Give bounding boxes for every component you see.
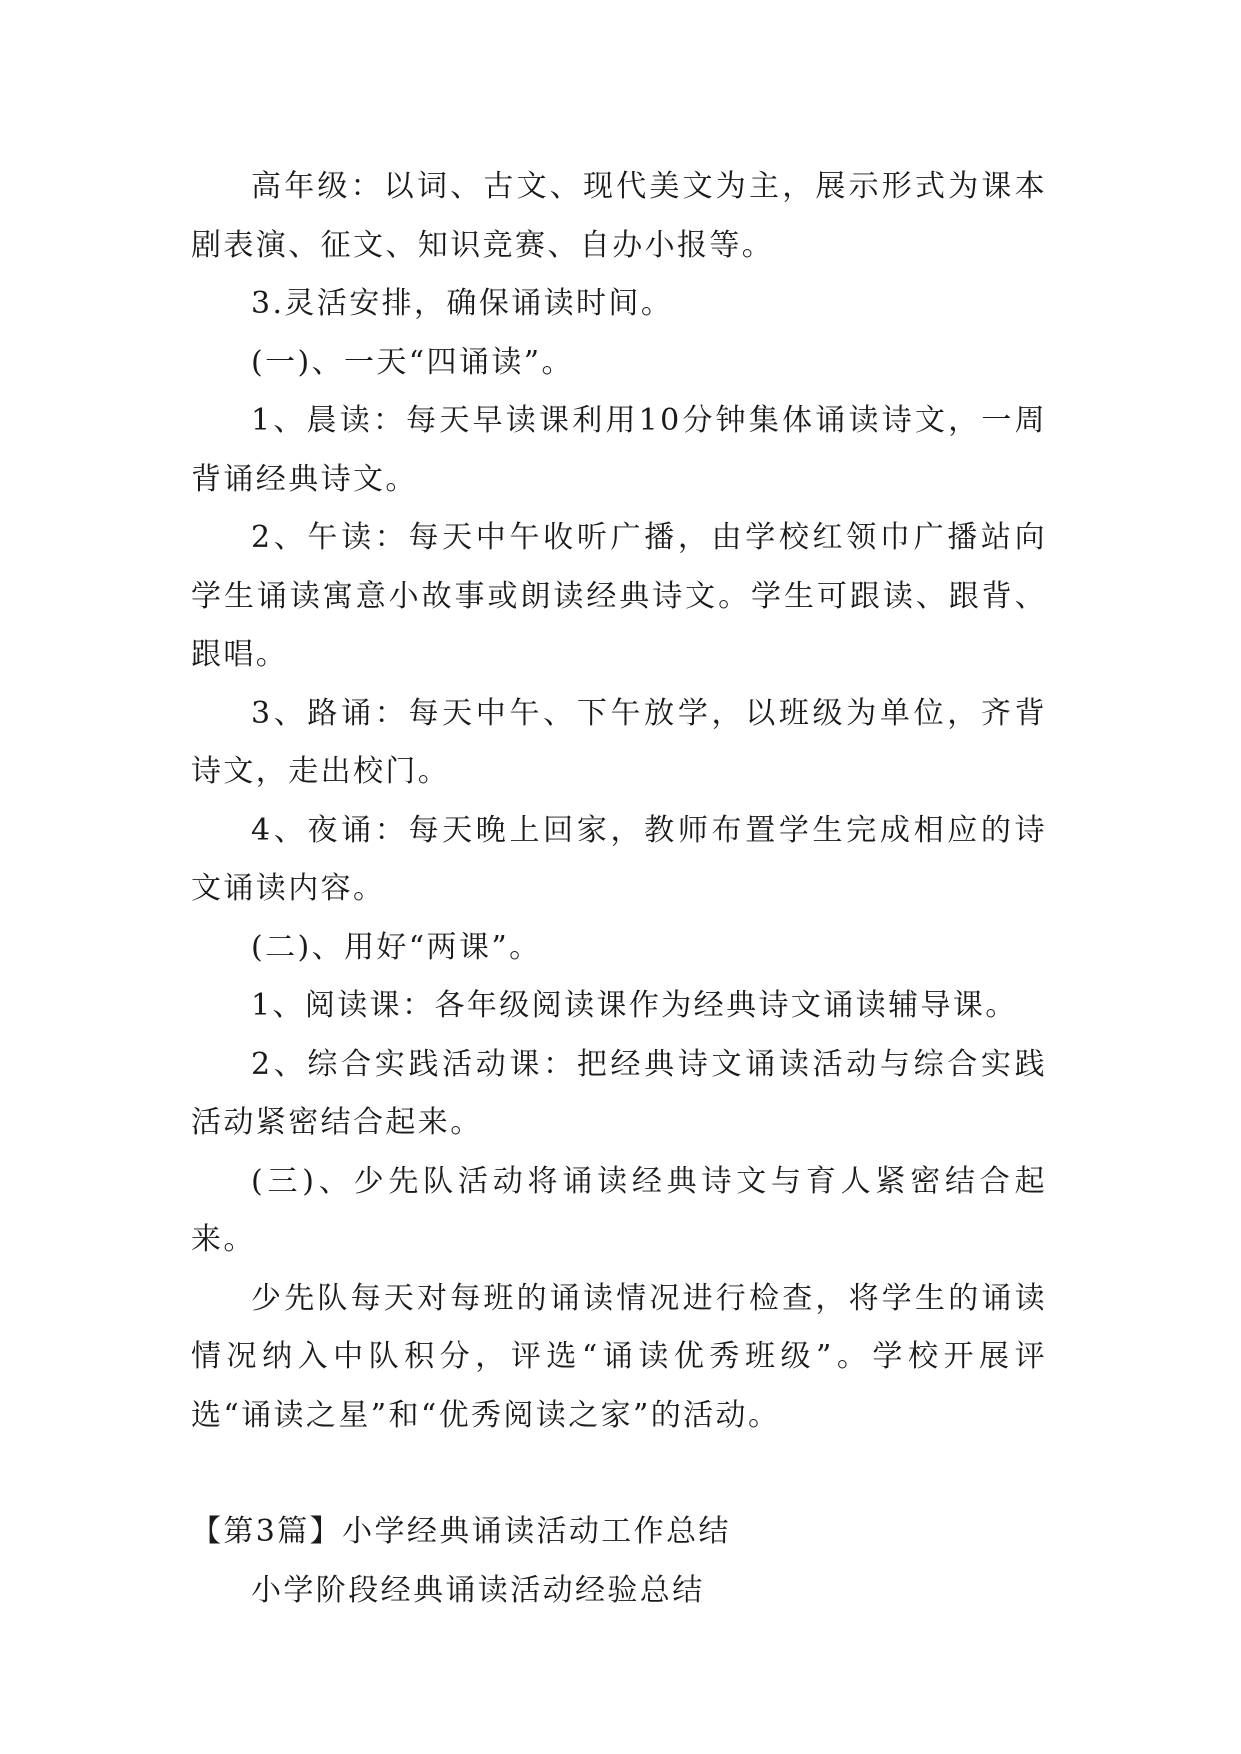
paragraph-noon-reading: 2、午读：每天中午收听广播，由学校红领巾广播站向学生诵读寓意小故事或朗读经典诗文。学生可跟读、跟背、跟唱。 xyxy=(191,520,1047,672)
paragraph-young-pioneers-check: 少先队每天对每班的诵读情况进行检查，将学生的诵读情况纳入中队积分，评选“诵读优秀班级”。学校开展评选“诵读之星”和“优秀阅读之家”的活动。 xyxy=(191,1280,1047,1433)
paragraph-practice-lesson: 2、综合实践活动课：把经典诗文诵读活动与综合实践活动紧密结合起来。 xyxy=(191,1046,1047,1140)
paragraph-reading-lesson: 1、阅读课：各年级阅读课作为经典诗文诵读辅导课。 xyxy=(251,988,1018,1023)
document-body xyxy=(191,158,1047,1620)
paragraph-senior-grade: 高年级：以词、古文、现代美文为主，展示形式为课本剧表演、征文、知识竞赛、自办小报等。 xyxy=(191,169,1047,263)
paragraph-morning-reading: 1、晨读：每天早读课利用10分钟集体诵读诗文，一周背诵经典诗文。 xyxy=(191,403,1047,497)
paragraph-night-recitation: 4、夜诵：每天晚上回家，教师布置学生完成相应的诗文诵读内容。 xyxy=(191,812,1047,906)
paragraph-road-recitation: 3、路诵：每天中午、下午放学，以班级为单位，齐背诗文，走出校门。 xyxy=(191,695,1047,789)
paragraph-flexible-arrangement: 3.灵活安排，确保诵读时间。 xyxy=(251,286,674,321)
paragraph-two-lessons-heading: (二)、用好“两课”。 xyxy=(251,929,542,965)
paragraph-four-readings-heading: (一)、一天“四诵读”。 xyxy=(251,344,574,380)
paragraph-young-pioneers-heading: (三)、少先队活动将诵读经典诗文与育人紧密结合起来。 xyxy=(191,1163,1047,1257)
section-spacer xyxy=(191,1445,1047,1503)
section-heading: 【第3篇】小学经典诵读活动工作总结 xyxy=(191,1514,731,1549)
section-subtitle: 小学阶段经典诵读活动经验总结 xyxy=(251,1572,705,1608)
